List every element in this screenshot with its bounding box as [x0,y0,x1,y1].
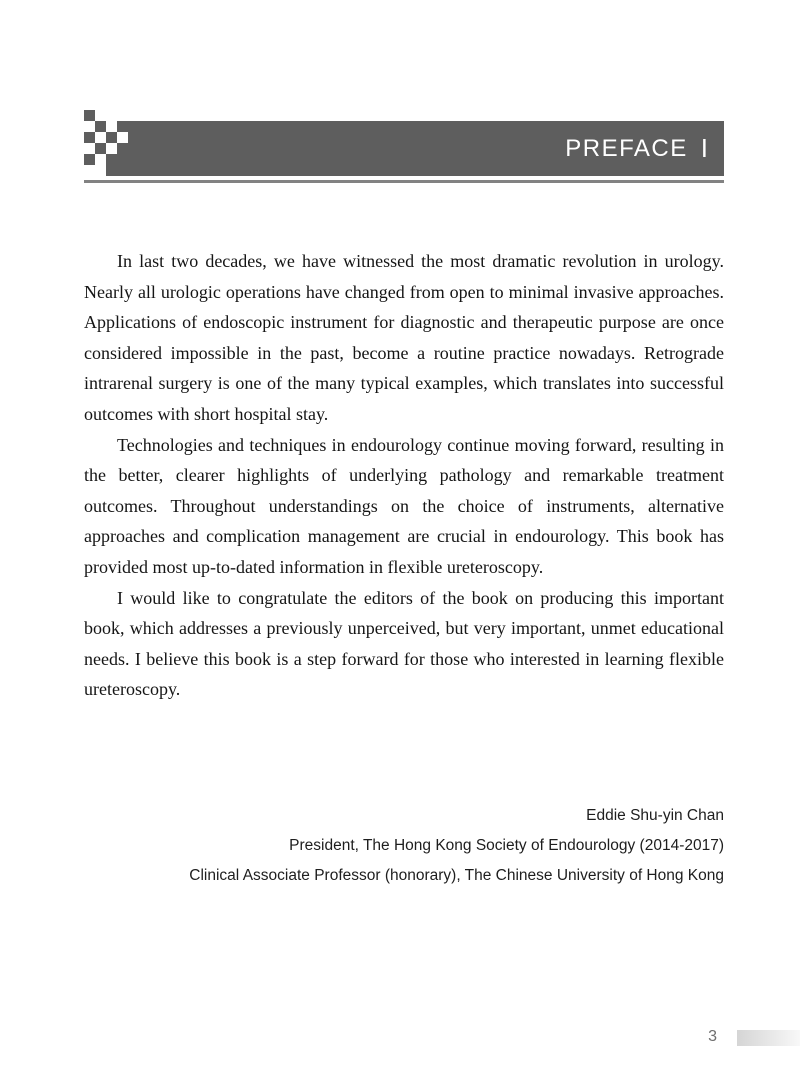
page-title: PREFACE [565,134,688,162]
footer-decorative-bar [737,1030,800,1046]
chapter-numeral: I [700,133,708,163]
header-band [117,121,724,176]
checker-square [84,110,95,121]
page-number: 3 [708,1028,717,1045]
signature-block [84,801,724,891]
signature-name: Eddie Shu-yin Chan [586,807,724,824]
checker-square [95,121,106,132]
checker-square [106,132,117,143]
checker-filler [106,154,117,176]
checker-square [84,154,95,165]
signature-affiliation-line: Clinical Associate Professor (honorary), The Chinese University of Hong Kong [189,867,724,884]
preface-body [84,246,724,705]
preface-paragraph: I would like to congratulate the editors of the book on producing this important book, which addresses a previously unperceived, but very important, unmet educational needs. I believe this book is a step forward for those who interested in learning flexible ureteroscopy. [84,587,724,700]
preface-paragraph: Technologies and techniques in endourology continue moving forward, resulting in the better, clearer highlights of underlying pathology and remarkable treatment outcomes. Throughout understandings on the choice of instruments, alternative approaches and complication management are crucial in endourology. This book has provided most up-to-dated information in flexible ureteroscopy. [84,434,724,577]
preface-paragraph: In last two decades, we have witnessed the most dramatic revolution in urology. Nearly all urologic operations have changed from open to minimal invasive approaches. Applications of endoscopic instrument for diagnostic and therapeutic purpose are once considered impossible in the past, become a routine practice nowadays. Retrograde intrarenal surgery is one of the many typical examples, which translates into successful outcomes with short hospital stay. [84,251,724,424]
checker-notch [117,132,128,143]
header-underline [84,180,724,183]
checker-square [84,132,95,143]
signature-title-line: President, The Hong Kong Society of Endourology (2014-2017) [289,837,724,854]
checker-square [95,143,106,154]
